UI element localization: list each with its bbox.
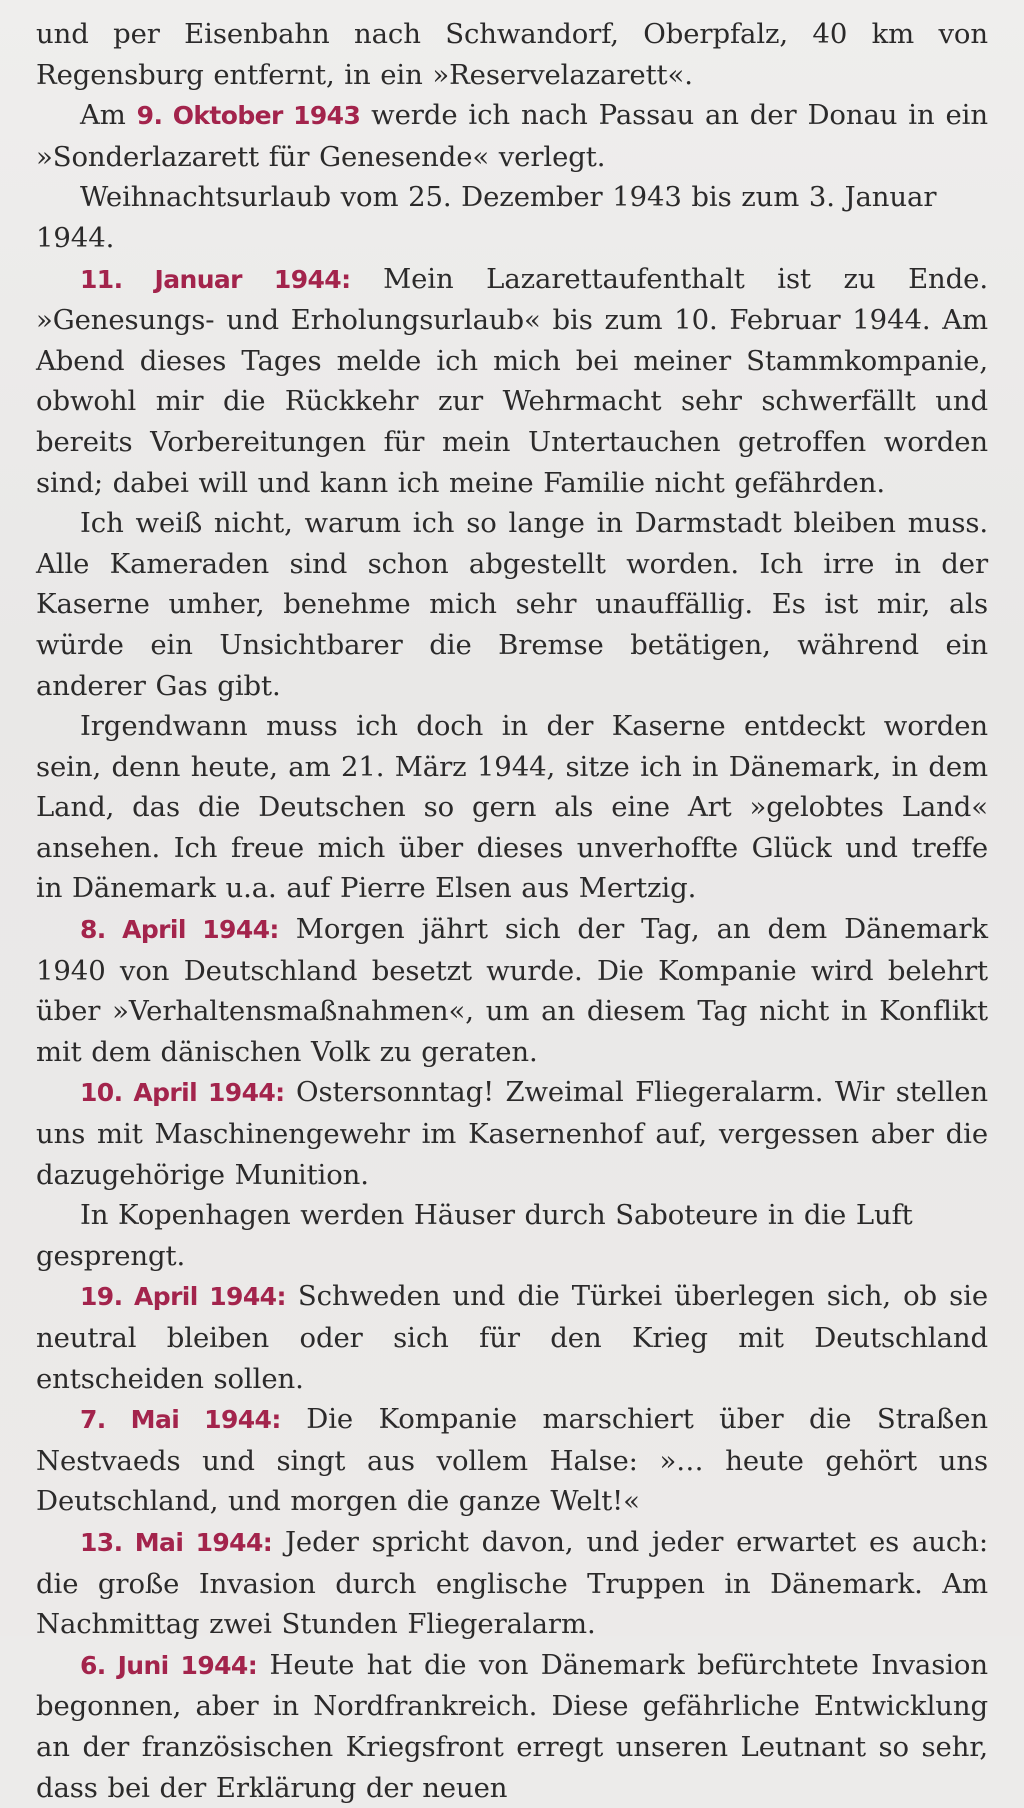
date-heading: 19. April 1944: xyxy=(80,1282,286,1312)
page-text xyxy=(36,14,988,1808)
paragraph-lead-text: Am xyxy=(80,99,137,132)
paragraph-text: Schweden und die Türkei überlegen sich, ob sie neutral bleiben oder sich für den Krieg mit Deutschland entscheiden sollen. xyxy=(36,1280,988,1395)
date-heading: 11. Januar 1944: xyxy=(80,264,351,294)
date-heading: 8. April 1944: xyxy=(80,915,279,945)
paragraph-text: und per Eisenbahn nach Schwandorf, Oberpfalz, 40 km von Regensburg entfernt, in ein »Reservelazarett«. xyxy=(36,18,988,91)
paragraph-text: Heute hat die von Dänemark befürchtete Invasion begonnen, aber in Nordfrankreich. Diese gefährliche Entwicklung an der französischen Kriegsfront erregt unseren Leutnant so sehr, dass bei der Erklärung der neuen xyxy=(36,1648,989,1804)
paragraph-9 xyxy=(36,1195,988,1276)
paragraph-text: werde ich nach Passau an der Donau in ein »Sonderlazarett für Genesende« verlegt. xyxy=(36,99,988,173)
paragraph-13 xyxy=(36,1645,988,1808)
paragraph-5 xyxy=(36,503,988,706)
date-heading: 9. Oktober 1943 xyxy=(136,101,361,131)
date-heading: 6. Juni 1944: xyxy=(80,1650,258,1680)
paragraph-4 xyxy=(36,259,988,504)
paragraph-text: In Kopenhagen werden Häuser durch Saboteure in die Luft gesprengt. xyxy=(36,1199,913,1272)
paragraph-1 xyxy=(36,14,988,95)
paragraph-text: Weihnachtsurlaub vom 25. Dezember 1943 bis zum 3. Januar 1944. xyxy=(36,181,937,254)
paragraph-6 xyxy=(36,706,988,909)
paragraph-3 xyxy=(36,177,988,258)
paragraph-8 xyxy=(36,1072,988,1195)
paragraph-text: Irgendwann muss ich doch in der Kaserne entdeckt worden sein, denn heute, am 21. März 1944, sitze ich in Dänemark, in dem Land, das die Deutschen so gern als eine Art »gelobtes Land« ansehen. Ich freue mich über dieses unverhoffte Glück und treffe in Dänemark u.a. auf Pierre Elsen aus Mertzig. xyxy=(36,710,988,905)
paragraph-text: Mein Lazarettaufenthalt ist zu Ende. »Genesungs- und Erholungsurlaub« bis zum 10. Februar 1944. Am Abend dieses Tages melde ich mich bei meiner Stammkompanie, obwohl mir die Rückkehr zur Wehrmacht sehr schwerfällt und bereits Vorbereitungen für mein Untertauchen getroffen worden sind; dabei will und kann ich meine Familie nicht gefährden. xyxy=(36,262,988,499)
paragraph-text: Jeder spricht davon, und jeder erwartet es auch: die große Invasion durch englische Truppen in Dänemark. Am Nachmittag zwei Stunden Fliegeralarm. xyxy=(36,1525,988,1641)
date-heading: 13. Mai 1944: xyxy=(80,1527,273,1557)
paragraph-10 xyxy=(36,1276,988,1399)
date-heading: 10. April 1944: xyxy=(80,1078,285,1108)
paragraph-text: Die Kompanie marschiert über die Straßen Nestvaeds und singt aus vollem Halse: »… heute gehört uns Deutschland, und morgen die ganze Welt!« xyxy=(36,1403,988,1518)
paragraph-text: Morgen jährt sich der Tag, an dem Dänemark 1940 von Deutschland besetzt wurde. Die Kompanie wird belehrt über »Verhaltensmaßnahmen«, um an diesem Tag nicht in Konflikt mit dem dänischen Volk zu geraten. xyxy=(36,913,988,1068)
paragraph-text: Ich weiß nicht, warum ich so lange in Darmstadt bleiben muss. Alle Kameraden sind schon abgestellt worden. Ich irre in der Kaserne umher, benehme mich sehr unauffällig. Es ist mir, als würde ein Unsichtbarer die Bremse betätigen, während ein anderer Gas gibt. xyxy=(36,507,988,702)
paragraph-7 xyxy=(36,909,988,1072)
paragraph-text: Ostersonntag! Zweimal Fliegeralarm. Wir stellen uns mit Maschinengewehr im Kasernenhof auf, vergessen aber die dazugehörige Munition. xyxy=(36,1076,989,1191)
paragraph-2 xyxy=(36,95,988,177)
paragraph-12 xyxy=(36,1522,988,1645)
paragraph-11 xyxy=(36,1399,988,1522)
date-heading: 7. Mai 1944: xyxy=(80,1405,281,1435)
